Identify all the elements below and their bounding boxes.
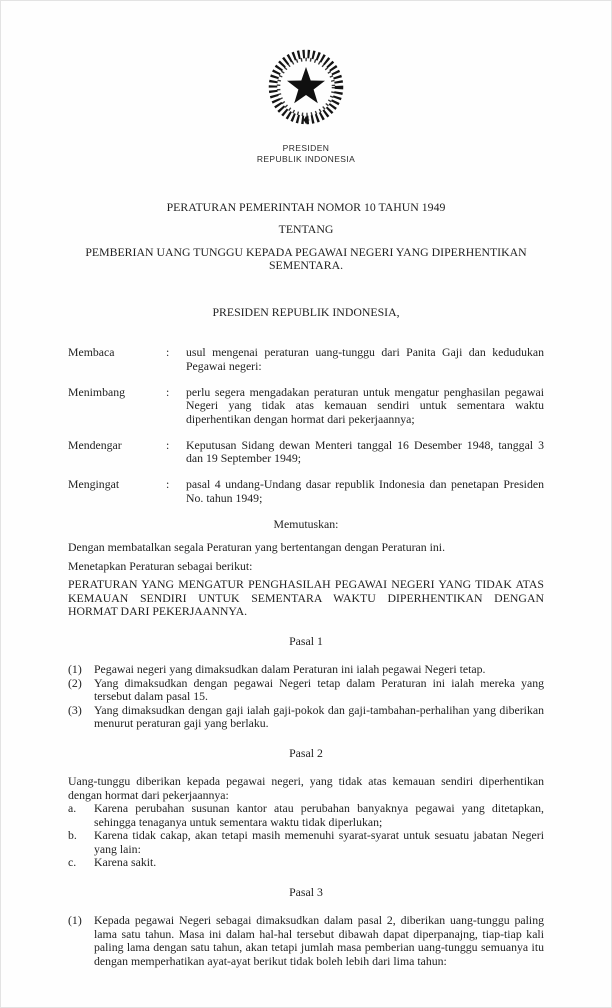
- pasal-1-heading: Pasal 1: [289, 633, 323, 648]
- title-subject: PEMBERIAN UANG TUNGGU KEPADA PEGAWAI NEGERI YANG DIPERHENTIKAN SEMENTARA.: [85, 244, 527, 272]
- list-text: Karena perubahan susunan kantor atau perubahan banyaknya pegawai yang ditetapkan, sehingga tenaganya untuk sementara waktu tidak diperlukan;: [94, 801, 544, 829]
- pasal-2-heading: Pasal 2: [289, 745, 323, 760]
- star-icon: [287, 67, 325, 103]
- preamble-label: Mendengar: [68, 437, 122, 452]
- list-item: [68, 829, 544, 856]
- org-line-republik: REPUBLIK INDONESIA: [256, 153, 356, 164]
- salutation-line: PRESIDEN REPUBLIK INDONESIA,: [212, 304, 400, 319]
- preamble-row-mendengar: [68, 439, 544, 466]
- colon-separator: :: [166, 345, 170, 359]
- list-text: Yang dimaksudkan dengan pegawai Negeri tetap dalam Peraturan ini ialah mereka yang tersebut dalam pasal 15.: [94, 675, 544, 703]
- list-marker: b.: [68, 828, 77, 842]
- list-marker: (3): [68, 702, 82, 717]
- list-marker: c.: [68, 855, 77, 869]
- list-item: [68, 856, 544, 870]
- pasal-1-list: [68, 663, 544, 731]
- preamble-row-mengingat: [68, 478, 544, 505]
- list-item: [68, 914, 544, 968]
- decision-paragraph-3: PERATURAN YANG MENGATUR PENGHASILAH PEGAWAI NEGERI YANG TIDAK ATAS KEMAUAN SENDIRI UNTUK SEMENTARA WAKTU DIPERHENTIKAN DENGAN HORMAT DARI PEKERJAANNYA.: [68, 577, 544, 618]
- memutuskan-heading: Memutuskan:: [273, 516, 339, 531]
- presidential-seal-icon: [258, 47, 354, 133]
- document-header: [68, 47, 544, 165]
- preamble-text: usul mengenai peraturan uang-tunggu dari Panita Gaji dan kedudukan Pegawai negeri:: [186, 345, 544, 373]
- pasal-3-heading: Pasal 3: [289, 884, 323, 899]
- colon-separator: :: [166, 384, 170, 399]
- title-block: [68, 201, 544, 273]
- list-item: [68, 677, 544, 704]
- preamble-text: pasal 4 undang-Undang dasar republik Indonesia dan penetapan Presiden No. tahun 1949;: [186, 477, 544, 505]
- list-marker: (1): [68, 662, 82, 676]
- list-marker: (2): [68, 675, 82, 690]
- preamble-label: Membaca: [68, 345, 115, 359]
- list-item: [68, 704, 544, 731]
- list-item: [68, 663, 544, 677]
- preamble-label: Menimbang: [68, 384, 126, 399]
- organization-name: [68, 143, 544, 165]
- list-text: Kepada pegawai Negeri sebagai dimaksudkan dalam pasal 2, diberikan uang-tunggu paling lama satu tahun. Masa ini dalam hal-hal tersebut dibawah dapat diperpanajng, tiap-tiap kali paling lama dengan satu tahun, akan tetapi jumlah masa pemberian uang-tunggu semuanya itu dengan memperhatikan ayat-ayat berikut tidak boleh lebih dari lima tahun:: [94, 913, 544, 968]
- pasal-3-list: [68, 914, 544, 968]
- colon-separator: :: [166, 477, 170, 491]
- pasal-2-intro: Uang-tunggu diberikan kepada pegawai negeri, yang tidak atas kemauan sendiri diperhentikan dengan hormat dari pekerjaannya:: [68, 774, 544, 802]
- preamble-text: Keputusan Sidang dewan Menteri tanggal 16 Desember 1948, tanggal 3 dan 19 September 1949;: [186, 437, 544, 465]
- pasal-2-list: [68, 802, 544, 870]
- preamble-text: perlu segera mengadakan peraturan untuk mengatur penghasilan pegawai Negeri yang tidak atas kemauan sendiri untuk sementara waktu diperhentikan dengan hormat dari pekerjaannya;: [186, 384, 544, 426]
- preamble-row-menimbang: [68, 386, 544, 427]
- list-text: Karena sakit.: [94, 855, 157, 869]
- preamble-section: [68, 346, 544, 505]
- preamble-label: Mengingat: [68, 477, 120, 491]
- preamble-row-membaca: [68, 346, 544, 373]
- list-marker: (1): [68, 913, 82, 927]
- list-text: Yang dimaksudkan dengan gaji ialah gaji-pokok dan gaji-tambahan-perhalihan yang diberikan menurut peraturan gaji yang berlaku.: [94, 702, 544, 730]
- regulation-title: PERATURAN PEMERINTAH NOMOR 10 TAHUN 1949: [166, 199, 446, 214]
- list-marker: a.: [68, 801, 77, 815]
- title-tentang: TENTANG: [278, 222, 334, 236]
- list-text: Karena tidak cakap, akan tetapi masih memenuhi syarat-syarat untuk sesuatu jabatan Negeri yang lain:: [94, 828, 544, 856]
- org-line-presiden: PRESIDEN: [282, 142, 330, 153]
- colon-separator: :: [166, 437, 170, 452]
- decision-paragraph-1: Dengan membatalkan segala Peraturan yang bertentangan dengan Peraturan ini.: [68, 540, 446, 554]
- list-item: [68, 802, 544, 829]
- list-text: Pegawai negeri yang dimaksudkan dalam Peraturan ini ialah pegawai Negeri tetap.: [94, 662, 486, 676]
- decision-paragraph-2: Menetapkan Peraturan sebagai berikut:: [68, 558, 253, 573]
